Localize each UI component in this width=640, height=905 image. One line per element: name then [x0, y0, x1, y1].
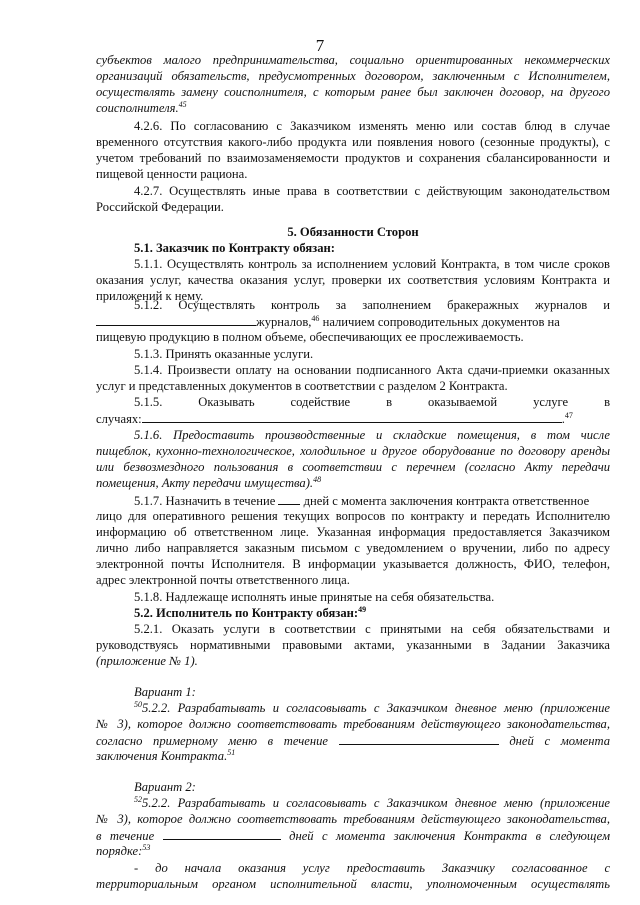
footnote-ref: 46: [311, 313, 320, 323]
paragraph-5-1-4: 5.1.4. Произвести оплату на основании подписанного Акта сдачи-приемки оказанных: [134, 363, 610, 377]
paragraph-4-2-6: 4.2.6. По согласованию с Заказчиком изменять меню или состав блюд в случае: [134, 119, 610, 133]
text-line: организаций обязательств, предусмотренных договором, заключенным с Исполнителем,: [96, 69, 610, 83]
blank-field[interactable]: [163, 827, 281, 840]
text-line: приложений к нему.: [96, 289, 204, 303]
paragraph-5-2-1: 5.2.1. Оказать услуги в соответствии с принятыми на себя обязательствами и: [134, 622, 610, 636]
section-heading: 5. Обязанности Сторон: [287, 225, 419, 239]
text-line: или безвозмездного пользования в соответствии с перечнем (согласно Акту передачи: [96, 460, 610, 474]
paragraph-5-1-1: 5.1.1. Осуществлять контроль за исполнением условий Контракта, в том числе сроков: [134, 257, 610, 271]
text-line: согласно примерному меню в течение дней с момента: [96, 734, 610, 748]
footnote-ref: 52: [134, 794, 142, 804]
text-line: пищеблок, кухонно-технологическое, холодильное и другое оборудование по договору аренды: [96, 444, 610, 458]
text-line: электронной почты Исполнителя. В информации указывается должность, ФИО, телефон,: [96, 557, 610, 571]
text-line: осуществлять замену соисполнителя, с которым ранее был заключен договор, на другого: [96, 85, 610, 99]
text-line: пищевой ценности рациона.: [96, 167, 248, 181]
footnote-ref: 50: [134, 699, 142, 709]
subsection-heading: 5.2. Исполнитель по Контракту обязан:$^{49}$: [134, 604, 367, 620]
text-line: адрес электронной почты ответственного лица.: [96, 573, 350, 587]
text-line: порядке:$^{53}$: [96, 842, 151, 858]
paragraph-5-1-6: 5.1.6. Предоставить производственные и складские помещения, в том числе: [134, 428, 610, 442]
text-line: № 3), которое должно соответствовать требованиям действующего законодательства,: [96, 717, 610, 731]
text-line: (приложение № 1).: [96, 654, 198, 668]
subsection-heading: 5.1. Заказчик по Контракту обязан:: [134, 241, 335, 255]
paragraph-5-1-3: 5.1.3. Принять оказанные услуги.: [134, 347, 314, 361]
text-line: лицо для оперативного решения текущих вопросов по контракту и передать Исполнителю: [96, 509, 610, 523]
text-line: оказания услуг, качества оказания услуг, проверки их соответствия условиям Контракта и: [96, 273, 610, 287]
paragraph-variant-2: $^{52}$5.2.2. Разрабатывать и согласовывать с Заказчиком дневное меню (приложение: [134, 794, 610, 810]
blank-field[interactable]: [96, 313, 256, 326]
text-line: информацию об ответственном лице. Указанная информация предоставляется Заказчиком: [96, 525, 610, 539]
paragraph-4-2-7: 4.2.7. Осуществлять иные права в соответствии с действующим законодательством: [134, 184, 610, 198]
text-line: Российской Федерации.: [96, 200, 224, 214]
paragraph-5-1-8: 5.1.8. Надлежаще исполнять иные принятые на себя обязательства.: [134, 590, 495, 604]
paragraph-5-1-7: 5.1.7. Назначить в течение дней с момента заключения контракта ответственное: [134, 494, 590, 508]
text-line: лично либо направляется заказным письмом с уведомлением о вручении, либо по адресу: [96, 541, 610, 555]
text-line: территориальным органом исполнительной власти, уполномоченным осуществлять: [96, 877, 610, 891]
text-line: случаях: .$^{47}$: [96, 410, 573, 426]
text-line: № 3), которое должно соответствовать требованиям действующего законодательства,: [96, 812, 610, 826]
paragraph-5-1-2: 5.1.2. Осуществлять контроль за заполнением бракеражных журналов и: [134, 298, 610, 312]
text-line: пищевую продукцию в полном объеме, обеспечивающих ее прослеживаемость.: [96, 330, 524, 344]
text-line: помещения, Акту передачи имущества).$^{48}$: [96, 474, 322, 490]
text-line: руководствуясь нормативными правовыми актами, указанными в Задании Заказчика: [96, 638, 610, 652]
blank-field[interactable]: [278, 492, 300, 505]
text-line: услуг и представленных документов в соответствии с разделом 2 Контракта.: [96, 379, 508, 393]
text-line: журналов,$^{46}$ наличием сопроводительных документов на: [96, 313, 610, 330]
footnote-ref: 47: [564, 410, 573, 420]
text-line: в течение дней с момента заключения Контракта в следующем: [96, 829, 610, 843]
blank-field[interactable]: [142, 410, 562, 423]
text-line: субъектов малого предпринимательства, социально ориентированных некоммерческих: [96, 53, 610, 67]
footnote-ref: 49: [358, 604, 367, 614]
footnote-ref: 53: [142, 842, 151, 852]
paragraph-5-1-5: 5.1.5. Оказывать содействие в оказываемой услуге в: [134, 395, 611, 409]
text-line: временного отсутствия какого-либо продукта или появления нового (сезонные продукты), с: [96, 135, 610, 149]
blank-field[interactable]: [339, 732, 499, 745]
variant-1-label: Вариант 1:: [134, 685, 196, 699]
footnote-ref: 48: [313, 474, 322, 484]
text-line: учетом требований по взаимозаменяемости продуктов и сохранения сбалансированности и: [96, 151, 610, 165]
text-line: заключения Контракта.$^{51}$: [96, 747, 236, 763]
text-line: соисполнителя.$^{45}$: [96, 99, 187, 115]
list-item-dash: - до начала оказания услуг предоставить Заказчику согласованное с: [134, 861, 611, 875]
footnote-ref: 45: [178, 99, 187, 109]
variant-2-label: Вариант 2:: [134, 780, 196, 794]
paragraph-variant-1: $^{50}$5.2.2. Разрабатывать и согласовывать с Заказчиком дневное меню (приложение: [134, 699, 610, 715]
footnote-ref: 51: [227, 747, 236, 757]
page-number: 7: [315, 36, 325, 55]
